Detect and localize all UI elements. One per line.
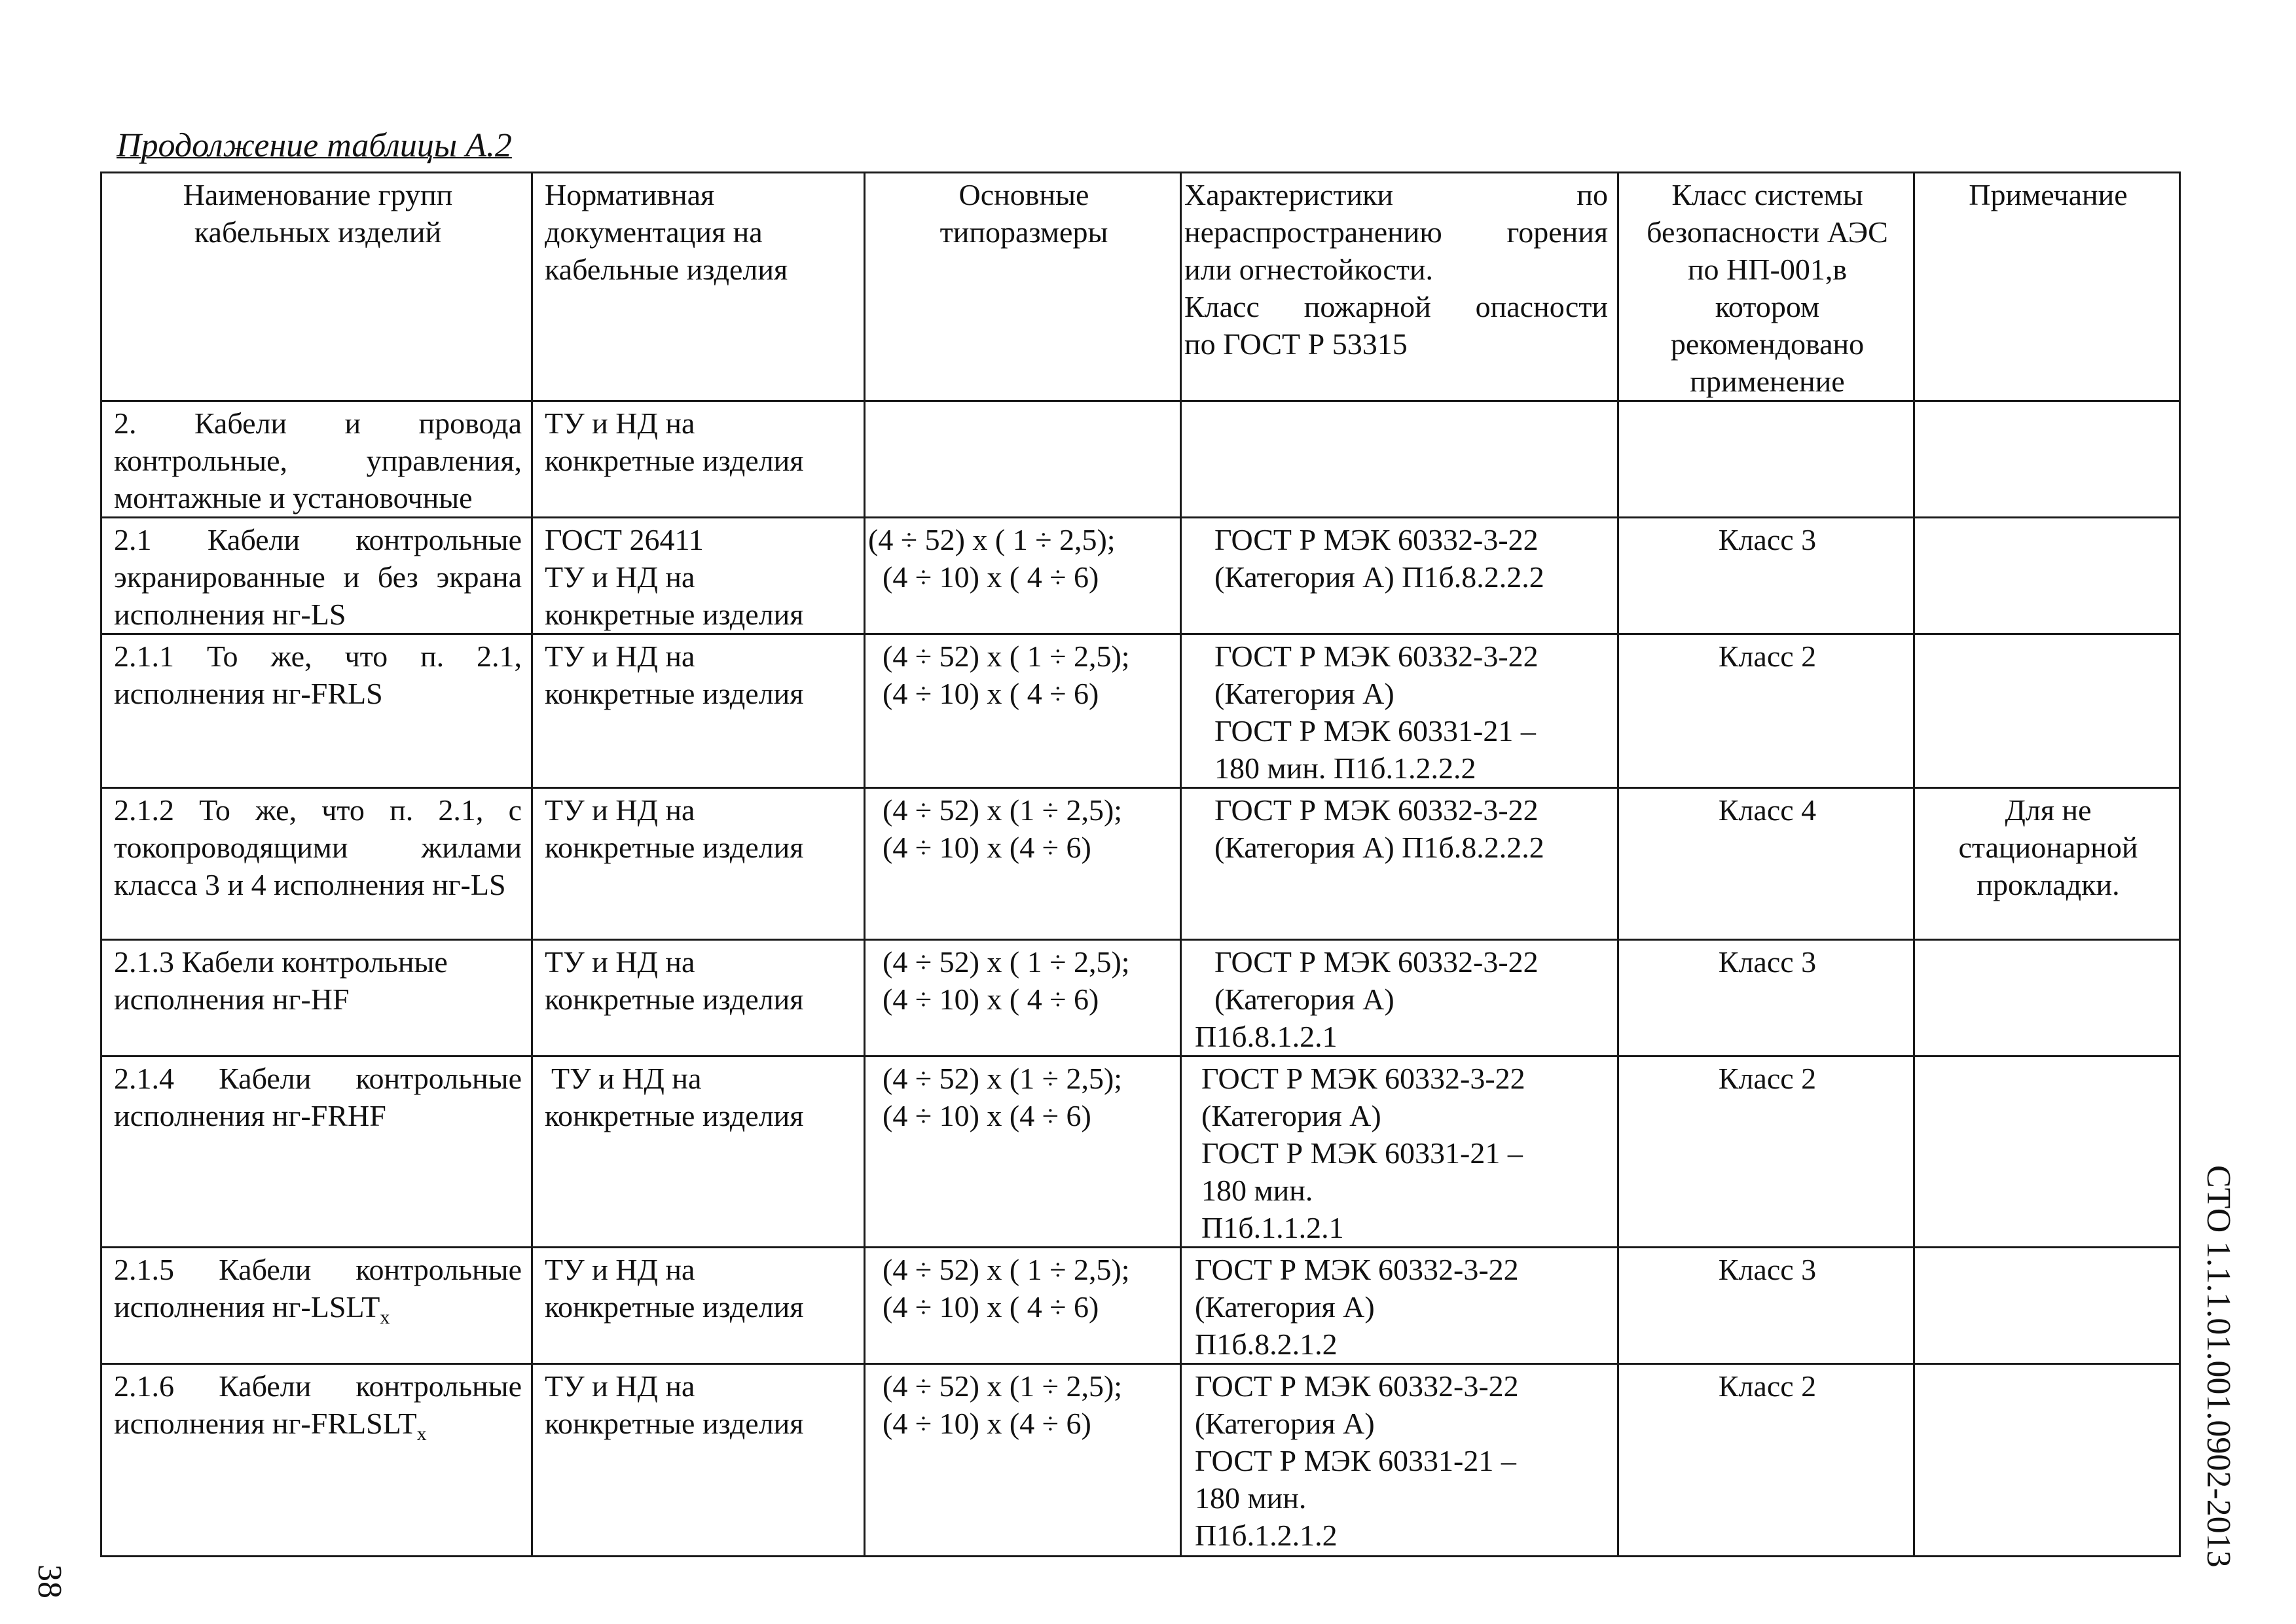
cell-note	[1914, 1248, 2180, 1364]
document-code: СТО 1.1.1.01.001.0902-2013	[2200, 1165, 2237, 1568]
table-row	[101, 518, 2180, 634]
cell-group-name: 2.1.4 Кабели контрольные исполнения нг-FRHF	[101, 1056, 532, 1248]
header-cell-class: Класс системы безопасности АЭС по НП-001,в котором рекомендовано применение	[1618, 173, 1914, 401]
table-row	[101, 1248, 2180, 1364]
table-row	[101, 1056, 2180, 1248]
cell-sizes: (4 ÷ 52) х (1 ÷ 2,5); (4 ÷ 10) х (4 ÷ 6)	[865, 788, 1181, 940]
header-cell-sizes: Основные типоразмеры	[865, 173, 1181, 401]
table-row	[101, 401, 2180, 518]
cell-sizes: (4 ÷ 52) х (1 ÷ 2,5); (4 ÷ 10) х (4 ÷ 6)	[865, 1056, 1181, 1248]
cell-fire: ГОСТ Р МЭК 60332-3-22 (Категория А) ГОСТ Р МЭК 60331-21 – 180 мин. П1б.1.2.2.2	[1181, 634, 1618, 788]
cell-group-name: 2.1.1 То же, что п. 2.1, исполнения нг-FRLS	[101, 634, 532, 788]
cell-doc: ТУ и НД на конкретные изделия	[532, 1056, 865, 1248]
cell-class: Класс 3	[1618, 518, 1914, 634]
cell-note	[1914, 401, 2180, 518]
cell-group-name: 2.1.6 Кабели контрольные исполнения $нг-FRLSLT_x$	[101, 1364, 532, 1557]
cell-sizes: (4 ÷ 52) х ( 1 ÷ 2,5); (4 ÷ 10) х ( 4 ÷ 6)	[865, 634, 1181, 788]
table-row	[101, 634, 2180, 788]
cell-note	[1914, 1364, 2180, 1557]
cell-group-name: 2. Кабели и провода контрольные, управления, монтажные и установочные	[101, 401, 532, 518]
cell-note	[1914, 940, 2180, 1056]
cell-sizes: (4 ÷ 52) х ( 1 ÷ 2,5); (4 ÷ 10) х ( 4 ÷ 6)	[865, 518, 1181, 634]
cell-fire: ГОСТ Р МЭК 60332-3-22 (Категория А) П1б.8.2.1.2	[1181, 1248, 1618, 1364]
cell-fire: ГОСТ Р МЭК 60332-3-22 (Категория А) П1б.8.2.2.2	[1181, 518, 1618, 634]
page-number: 38	[31, 1564, 68, 1598]
header-cell-name: Наименование групп кабельных изделий	[101, 173, 532, 401]
cell-note: Для не стационарной прокладки.	[1914, 788, 2180, 940]
cell-class: Класс 4	[1618, 788, 1914, 940]
cell-doc: ТУ и НД на конкретные изделия	[532, 401, 865, 518]
cell-sizes: (4 ÷ 52) х ( 1 ÷ 2,5); (4 ÷ 10) х ( 4 ÷ 6)	[865, 1248, 1181, 1364]
cell-group-name: 2.1.2 То же, что п. 2.1, с токопроводящими жилами класса 3 и 4 исполнения нг-LS	[101, 788, 532, 940]
cell-note	[1914, 518, 2180, 634]
cell-class	[1618, 401, 1914, 518]
cell-sizes	[865, 401, 1181, 518]
cell-class: Класс 3	[1618, 940, 1914, 1056]
table-caption: Продолжение таблицы А.2	[117, 127, 512, 164]
cell-fire: ГОСТ Р МЭК 60332-3-22 (Категория А) ГОСТ Р МЭК 60331-21 – 180 мин. П1б.1.1.2.1	[1181, 1056, 1618, 1248]
cell-sizes: (4 ÷ 52) х ( 1 ÷ 2,5); (4 ÷ 10) х ( 4 ÷ 6)	[865, 940, 1181, 1056]
cell-fire: ГОСТ Р МЭК 60332-3-22 (Категория А) ГОСТ Р МЭК 60331-21 – 180 мин. П1б.1.2.1.2	[1181, 1364, 1618, 1557]
cell-group-name: 2.1.3 Кабели контрольные исполнения нг-HF	[101, 940, 532, 1056]
cell-sizes: (4 ÷ 52) х (1 ÷ 2,5); (4 ÷ 10) х (4 ÷ 6)	[865, 1364, 1181, 1557]
cell-doc: ТУ и НД на конкретные изделия	[532, 1248, 865, 1364]
cell-group-name: 2.1 Кабели контрольные экранированные и без экрана исполнения нг-LS	[101, 518, 532, 634]
table-row	[101, 788, 2180, 940]
cell-fire: ГОСТ Р МЭК 60332-3-22 (Категория А) П1б.8.1.2.1	[1181, 940, 1618, 1056]
cell-class: Класс 3	[1618, 1248, 1914, 1364]
table-row	[101, 940, 2180, 1056]
header-cell-fire: Характеристики по нераспространению горения или огнестойкости. Класс пожарной опасности по ГОСТ Р 53315	[1181, 173, 1618, 401]
cell-doc: ТУ и НД на конкретные изделия	[532, 788, 865, 940]
header-row	[101, 173, 2180, 401]
cell-fire: ГОСТ Р МЭК 60332-3-22 (Категория А) П1б.8.2.2.2	[1181, 788, 1618, 940]
table-row	[101, 1364, 2180, 1557]
cell-class: Класс 2	[1618, 1364, 1914, 1557]
cell-fire	[1181, 401, 1618, 518]
cell-doc: ТУ и НД на конкретные изделия	[532, 634, 865, 788]
subscript-x: x	[416, 1423, 427, 1445]
cell-class: Класс 2	[1618, 634, 1914, 788]
header-cell-doc: Нормативная документация на кабельные изделия	[532, 173, 865, 401]
cell-group-name: 2.1.5 Кабели контрольные исполнения $нг-LSLT_x$	[101, 1248, 532, 1364]
header-cell-note: Примечание	[1914, 173, 2180, 401]
cell-note	[1914, 1056, 2180, 1248]
cell-class: Класс 2	[1618, 1056, 1914, 1248]
subscript-x: x	[380, 1307, 390, 1329]
cell-note	[1914, 634, 2180, 788]
cell-doc: ГОСТ 26411 ТУ и НД на конкретные изделия	[532, 518, 865, 634]
cable-table	[100, 171, 2181, 1557]
cell-doc: ТУ и НД на конкретные изделия	[532, 1364, 865, 1557]
cell-doc: ТУ и НД на конкретные изделия	[532, 940, 865, 1056]
